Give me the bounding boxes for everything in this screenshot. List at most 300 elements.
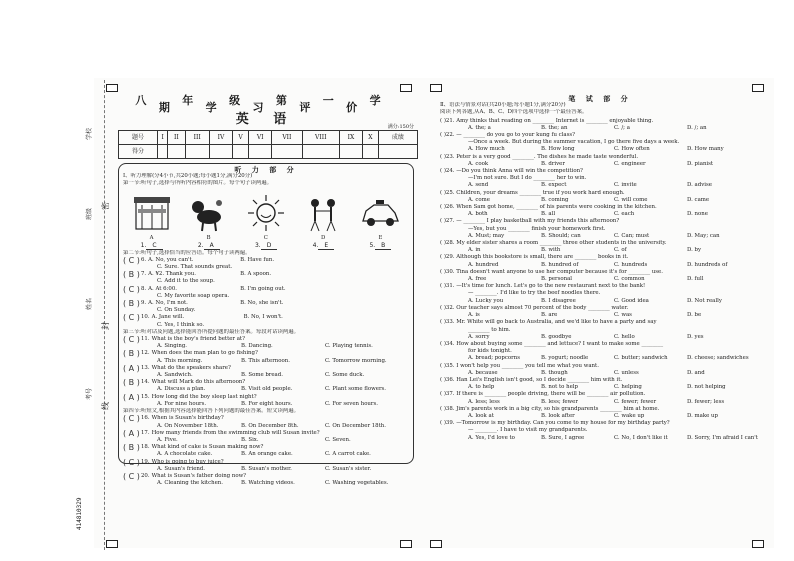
score-cell[interactable]	[168, 144, 185, 158]
question-text: My elder sister shares a room ________ three other students in the university.	[454, 240, 667, 247]
option-c: C. Sure. That sounds great.	[157, 264, 233, 271]
score-cell[interactable]	[362, 144, 378, 158]
option-b: B. An orange cake.	[241, 451, 293, 458]
question-text-continued: —I'm not sure. But I do ________ her to win.	[468, 175, 587, 182]
option: D. be	[687, 312, 702, 319]
question-number: )34.	[443, 340, 455, 347]
question-number: 16.	[141, 415, 150, 422]
option: A. in	[468, 247, 481, 254]
option-row	[440, 161, 760, 168]
option-row	[123, 322, 409, 329]
option: B. the; an	[541, 124, 568, 131]
option-a: A. Sandwich.	[157, 372, 193, 379]
option: A. sorry	[468, 333, 490, 340]
option-a: A. For nine hours.	[157, 400, 207, 407]
written-intro-1: Ⅱ、语法与情景对话(共20小题;每小题1分,满分20分)	[440, 102, 566, 109]
option: D. yes	[687, 333, 704, 340]
written-question	[440, 363, 760, 370]
option: B. less; fewer	[541, 398, 578, 405]
answer-paren[interactable]: (	[440, 319, 444, 326]
written-question	[440, 240, 760, 247]
question-text: A. No, you can't.	[148, 256, 194, 263]
option: A. Must; may	[468, 232, 505, 239]
option-c: C. Some duck.	[325, 372, 365, 379]
question-number: )23.	[443, 153, 455, 160]
written-question	[440, 218, 760, 225]
option-row	[440, 146, 760, 153]
option: A. to help	[468, 384, 495, 391]
question-text: How about buying some ________ and lettuce? I want to make some ________	[454, 340, 664, 347]
option-a: A. Five.	[157, 436, 178, 443]
question-text: What will Mark do this afternoon?	[151, 379, 246, 386]
question-text: I won't help you ________ you tell me what you want.	[454, 362, 599, 369]
option-row	[123, 451, 409, 458]
option: C. will come	[614, 196, 648, 203]
answer-blank	[198, 242, 220, 249]
option: D. /; an	[687, 124, 707, 131]
option: B. not to help	[541, 384, 578, 391]
full-score: 满分:150分	[387, 124, 414, 131]
question-number: 12.	[141, 350, 150, 357]
listening-question	[123, 271, 409, 278]
score-cell[interactable]	[233, 144, 249, 158]
option-c: C. Tomorrow morning.	[325, 357, 387, 364]
option: A. cook	[468, 160, 489, 167]
option: D. Sorry, I'm afraid I can't	[687, 434, 758, 441]
blank-number: 2.	[197, 242, 204, 250]
handwritten-answer[interactable]: E	[318, 242, 334, 250]
question-number: 6.	[141, 256, 147, 263]
option: D. and	[687, 369, 705, 376]
question-number: 11.	[141, 336, 150, 343]
option-row	[440, 182, 760, 189]
answer-paren[interactable]: (	[440, 268, 444, 275]
corner-mark	[752, 540, 764, 548]
answer-mark[interactable]: ( B )	[123, 349, 140, 359]
part2-instructions: 第二节:听句子,选择恰当的应答语。每个句子读两遍。	[123, 249, 251, 256]
answer-mark[interactable]: ( C )	[123, 414, 140, 424]
option-b: B. I'm going out.	[240, 285, 286, 292]
answer-paren[interactable]: (	[440, 189, 444, 196]
question-number: )27.	[443, 218, 455, 225]
handwritten-answer[interactable]: A	[204, 242, 220, 250]
option: C. fewer; fewer	[614, 398, 657, 405]
option-c: C. My favorite soap opera.	[157, 292, 230, 299]
option-b: B. No, I won't.	[243, 314, 283, 321]
answer-paren[interactable]: (	[440, 362, 444, 369]
question-text: When is Susan's birthday?	[151, 415, 224, 422]
option: C. of	[614, 247, 627, 254]
binding-label-number: 考号	[86, 387, 93, 400]
option: C. common	[614, 276, 645, 283]
answer-paren[interactable]: (	[440, 304, 444, 311]
option: D. cheese; sandwiches	[687, 355, 749, 362]
answer-paren[interactable]: (	[440, 218, 444, 225]
listening-question	[123, 336, 409, 343]
corner-mark	[430, 540, 442, 548]
written-question	[440, 420, 760, 427]
option: A. both	[468, 211, 488, 218]
option-row	[440, 276, 760, 283]
option: B. driver	[541, 160, 565, 167]
score-cell[interactable]: 得分	[119, 144, 158, 158]
question-number: )38.	[443, 405, 455, 412]
option-row	[440, 334, 760, 341]
option-b: B. Watching videos.	[241, 480, 295, 487]
option: D. none	[687, 211, 708, 218]
option: A. bread; popcorns	[468, 355, 520, 362]
option: B. personal	[541, 276, 573, 283]
picture-row	[123, 189, 409, 233]
score-cell[interactable]	[302, 144, 339, 158]
question-number: 9.	[141, 300, 147, 307]
listening-question	[123, 394, 409, 401]
kids-picture	[303, 193, 343, 233]
part4-instructions: 第四节:听短文,根据其内容选择能回答下列问题的最佳答案。短文读两遍。	[123, 408, 300, 415]
option-c: C. A carrot cake.	[325, 451, 371, 458]
listening-question	[123, 286, 409, 293]
score-header-cell: VI	[249, 130, 272, 144]
part3-instructions: 第三节:听对话及问题,选择能回答所提问题的最佳答案。每段对话读两遍。	[123, 328, 300, 335]
answer-mark[interactable]: ( B )	[123, 378, 140, 388]
score-header-cell: X	[362, 130, 378, 144]
part1-answers	[123, 242, 409, 249]
question-number: 20.	[141, 472, 150, 479]
answer-mark[interactable]: ( B )	[123, 270, 140, 280]
option-b: B. Visit old people.	[241, 386, 293, 393]
question-text: Although this bookstore is small, there are ________ books in it.	[454, 254, 629, 261]
written-question	[440, 341, 760, 348]
option-b: B. Some bread.	[241, 372, 283, 379]
question-number: )28.	[443, 240, 455, 247]
question-text: Who is going to buy juice?	[151, 458, 224, 465]
option-a: A. This morning.	[157, 357, 203, 364]
answer-paren[interactable]: (	[440, 168, 444, 175]
option: C. unless	[614, 369, 639, 376]
option: C. hello	[614, 333, 635, 340]
option: C. Good idea	[614, 297, 649, 304]
option-row	[440, 211, 760, 218]
score-cell[interactable]	[185, 144, 209, 158]
question-text: What is the boy's friend better at?	[151, 336, 245, 343]
option-row	[123, 343, 409, 350]
written-question	[440, 319, 760, 326]
answer-blank	[141, 242, 163, 249]
question-text: What do the speakers share?	[151, 364, 231, 371]
question-number: )33.	[443, 319, 455, 326]
option: B. though	[541, 369, 568, 376]
option-b: B. Dancing.	[241, 343, 273, 350]
binding-word-feng: 封	[101, 322, 110, 330]
car-picture	[360, 193, 400, 233]
question-number: 10.	[141, 314, 150, 321]
answer-paren[interactable]: (	[440, 376, 444, 383]
option-b: B. No, she isn't.	[240, 300, 284, 307]
option: C. invite	[614, 182, 637, 189]
question-text: — ________ do you go to your kung fu class?	[454, 132, 576, 139]
option: C. engineer	[614, 160, 646, 167]
question-number: 17.	[141, 429, 150, 436]
option-b: B. This afternoon.	[241, 357, 290, 364]
blank-number: 5.	[369, 242, 376, 250]
answer-mark[interactable]: ( A )	[123, 392, 140, 402]
option-a: A. On November 18th.	[157, 422, 219, 429]
question-number: 14.	[141, 379, 150, 386]
question-number: )29.	[443, 254, 455, 261]
question-number: )21.	[443, 117, 455, 124]
option: B. Sure, I agree	[541, 434, 585, 441]
score-header-cell: IX	[339, 130, 362, 144]
binding-code: 414810329	[76, 497, 83, 530]
option: B. hundred of	[541, 261, 579, 268]
option-row	[123, 264, 409, 271]
written-heading: 笔 试 部 分	[568, 94, 632, 103]
picture-label: B	[206, 235, 211, 242]
option: C. wake up	[614, 412, 645, 419]
answer-blank	[255, 242, 277, 249]
question-text: Peter is a very good ________. The dishes he made taste wonderful.	[454, 153, 639, 160]
left-page	[118, 94, 414, 487]
option-c: C. Susan's sister.	[325, 465, 372, 472]
blank-number: 3.	[254, 242, 261, 250]
picture-label: E	[378, 235, 383, 242]
question-text: What kind of cake is Susan making now?	[151, 444, 264, 451]
option-row	[440, 233, 760, 240]
option-b: B. On December 8th.	[241, 422, 299, 429]
question-text: Our teacher says almost 70 percent of the body ________ water.	[454, 304, 629, 311]
written-question	[440, 406, 760, 413]
option-row	[123, 307, 409, 314]
question-text-continued: — ________. I have to visit my grandparents.	[468, 427, 588, 434]
question-number: )30.	[443, 268, 455, 275]
option-row	[440, 384, 760, 391]
question-number: )32.	[443, 304, 455, 311]
option-row	[440, 125, 760, 132]
question-text: A. Jane will.	[151, 314, 185, 321]
corner-mark	[430, 84, 442, 92]
exam-title: 八 年 级 第 一 学 期 学 习 评 价	[135, 94, 397, 115]
option: A. hundred	[468, 261, 499, 268]
option: B. coming	[541, 196, 569, 203]
question-text-continued: ________ to him.	[468, 326, 511, 333]
sun-picture	[246, 193, 286, 233]
option-row	[123, 480, 409, 487]
listening-question	[123, 257, 409, 264]
option: A. look at	[468, 412, 494, 419]
score-cell[interactable]	[272, 144, 302, 158]
answer-mark[interactable]: ( C )	[123, 457, 140, 467]
option: C. No, I don't like it	[614, 434, 668, 441]
binding-margin	[70, 80, 118, 540]
option-c: C. Add it to the soup.	[157, 278, 215, 285]
option: D. How many	[687, 146, 724, 153]
option-row	[440, 197, 760, 204]
answer-blank	[313, 242, 335, 249]
question-text: Amy thinks that reading on ________ Internet is ________ enjoyable thing.	[454, 117, 654, 124]
answer-paren[interactable]: (	[440, 420, 444, 427]
option: C. was	[614, 312, 632, 319]
question-number: )26.	[443, 204, 455, 211]
answer-mark[interactable]: ( A )	[123, 428, 140, 438]
answer-paren[interactable]: (	[440, 153, 444, 160]
listening-question	[123, 459, 409, 466]
written-question	[440, 269, 760, 276]
score-cell[interactable]	[249, 144, 272, 158]
score-header-cell: II	[168, 130, 185, 144]
answer-blank	[369, 242, 391, 249]
option-a: A. A chocolate cake.	[157, 451, 213, 458]
option: B. I disagree	[541, 297, 576, 304]
question-text: How long did the boy sleep last night?	[151, 393, 257, 400]
option-a: A. Singing.	[157, 343, 188, 350]
option-c: C. For seven hours.	[325, 400, 378, 407]
blank-number: 4.	[312, 242, 319, 250]
blank-number: 1.	[140, 242, 147, 250]
question-text: Mr. White will go back to Australia, and we'd like to have a party and say	[454, 319, 657, 326]
score-header-cell: VIII	[302, 130, 339, 144]
question-number: 15.	[141, 393, 150, 400]
option: A. is	[468, 312, 480, 319]
answer-paren[interactable]: (	[440, 340, 444, 347]
option: D. came	[687, 196, 710, 203]
question-text-continued: — ________. I'd like to try the beef noodles there.	[468, 290, 601, 297]
option-row	[123, 386, 409, 393]
option: D. fewer; less	[687, 398, 725, 405]
option: D. May; can	[687, 232, 720, 239]
listening-question	[123, 444, 409, 451]
option: C. How often	[614, 146, 650, 153]
option-a: A. Susan's friend.	[157, 465, 206, 472]
question-text: A. ¥2. Thank you.	[148, 271, 196, 278]
question-number: )24.	[443, 168, 455, 175]
handwritten-answer[interactable]: C	[146, 242, 162, 250]
question-text: Tina doesn't want anyone to use her computer because it's for ________ use.	[454, 268, 663, 275]
option-row	[440, 370, 760, 377]
answer-paren[interactable]: (	[440, 283, 444, 290]
question-text: How many friends from the swimming club will Susan invite?	[151, 429, 320, 436]
written-question	[440, 154, 760, 161]
option: A. How much	[468, 146, 505, 153]
question-number: )25.	[443, 189, 455, 196]
right-page	[440, 95, 760, 442]
handwritten-answer[interactable]: D	[261, 242, 278, 250]
corner-mark	[400, 540, 412, 548]
option: B. yogurt; noodle	[541, 355, 589, 362]
option: D. full	[687, 276, 704, 283]
answer-mark[interactable]: ( B )	[123, 443, 140, 453]
answer-paren[interactable]: (	[440, 132, 444, 139]
question-number: 13.	[141, 364, 150, 371]
option-c: C. Yes, I think so.	[157, 321, 205, 328]
answer-paren[interactable]: (	[440, 405, 444, 412]
written-intro-2: 阅读下列各题,从A、B、C、D四个选项中选择一个最佳答案。	[440, 109, 588, 116]
written-question	[440, 204, 760, 211]
option: D. Not really	[687, 297, 722, 304]
dog-picture	[189, 193, 229, 233]
option-b: B. For eight hours.	[241, 400, 293, 407]
question-text: —Do you think Anna will win the competition?	[454, 168, 583, 175]
written-question	[440, 168, 760, 175]
question-text: What is Susan's father doing now?	[151, 472, 247, 479]
option-row	[123, 423, 409, 430]
option-row	[123, 372, 409, 379]
score-cell[interactable]	[378, 144, 417, 158]
answer-mark[interactable]: ( C )	[123, 255, 140, 265]
binding-label-name: 姓名	[86, 297, 93, 310]
score-header-cell: VII	[272, 130, 302, 144]
listening-question	[123, 365, 409, 372]
option: A. free	[468, 276, 487, 283]
written-question	[440, 305, 760, 312]
written-question	[440, 132, 760, 139]
question-text: When Sam got home, ________ of his parents were cooking in the kitchen.	[454, 204, 657, 211]
question-text-continued: —Yes, but you ________ finish your homework first.	[468, 225, 606, 232]
score-cell[interactable]	[158, 144, 168, 158]
answer-mark[interactable]: ( C )	[123, 335, 140, 345]
question-text: When does the man plan to go fishing?	[151, 350, 258, 357]
answer-mark[interactable]: ( A )	[123, 363, 140, 373]
listening-question	[123, 473, 409, 480]
option: C. helping	[614, 384, 642, 391]
written-question	[440, 283, 760, 290]
corner-mark	[106, 540, 118, 548]
binding-label-school: 学校	[86, 127, 93, 140]
option-row	[440, 262, 760, 269]
option-c: C. On Sunday.	[157, 307, 196, 314]
answer-paren[interactable]: (	[440, 204, 444, 211]
question-text: Children, your dreams ________ true if you work hard enough.	[454, 189, 625, 196]
option-c: C. On December 18th.	[325, 422, 386, 429]
listening-heading: 听 力 部 分	[234, 164, 298, 174]
question-text-continued: for kids tonight.	[468, 348, 512, 355]
part1-instructions: 第一节:听句子,选择与所听内容相符的图片。每个句子读两遍。	[123, 180, 273, 187]
option-c: C. Plant some flowers.	[325, 386, 387, 393]
listening-question	[123, 379, 409, 386]
listening-question	[123, 415, 409, 422]
option-a: A. Discuss a plan.	[157, 386, 206, 393]
answer-mark[interactable]: ( C )	[123, 313, 140, 323]
option: A. Lucky you	[468, 297, 504, 304]
answer-paren[interactable]: (	[440, 240, 444, 247]
option: A. because	[468, 369, 498, 376]
option: A. Yes, I'd love to	[468, 434, 515, 441]
option: C. Can; must	[614, 232, 650, 239]
answer-mark[interactable]: ( C )	[123, 284, 140, 294]
option: A. come	[468, 196, 490, 203]
question-number: )31.	[443, 283, 455, 290]
score-cell[interactable]	[209, 144, 232, 158]
score-cell[interactable]	[339, 144, 362, 158]
option-row	[440, 247, 760, 254]
answer-paren[interactable]: (	[440, 117, 444, 124]
question-text: A. At 6:00.	[148, 285, 177, 292]
listening-question	[123, 430, 409, 437]
answer-mark[interactable]: ( C )	[123, 471, 140, 481]
option: B. expect	[541, 182, 567, 189]
option-row	[440, 413, 760, 420]
answer-mark[interactable]: ( B )	[123, 299, 140, 309]
handwritten-answer[interactable]: B	[375, 242, 391, 250]
option-row	[123, 466, 409, 473]
answer-paren[interactable]: (	[440, 254, 444, 261]
score-header-cell: 成绩	[378, 130, 417, 144]
option: D. advise	[687, 182, 712, 189]
question-number: 18.	[141, 444, 150, 451]
option-row	[123, 278, 409, 285]
answer-paren[interactable]: (	[440, 391, 444, 398]
option-b: B. Have fun.	[240, 256, 275, 263]
option: D. hundreds of	[687, 261, 728, 268]
